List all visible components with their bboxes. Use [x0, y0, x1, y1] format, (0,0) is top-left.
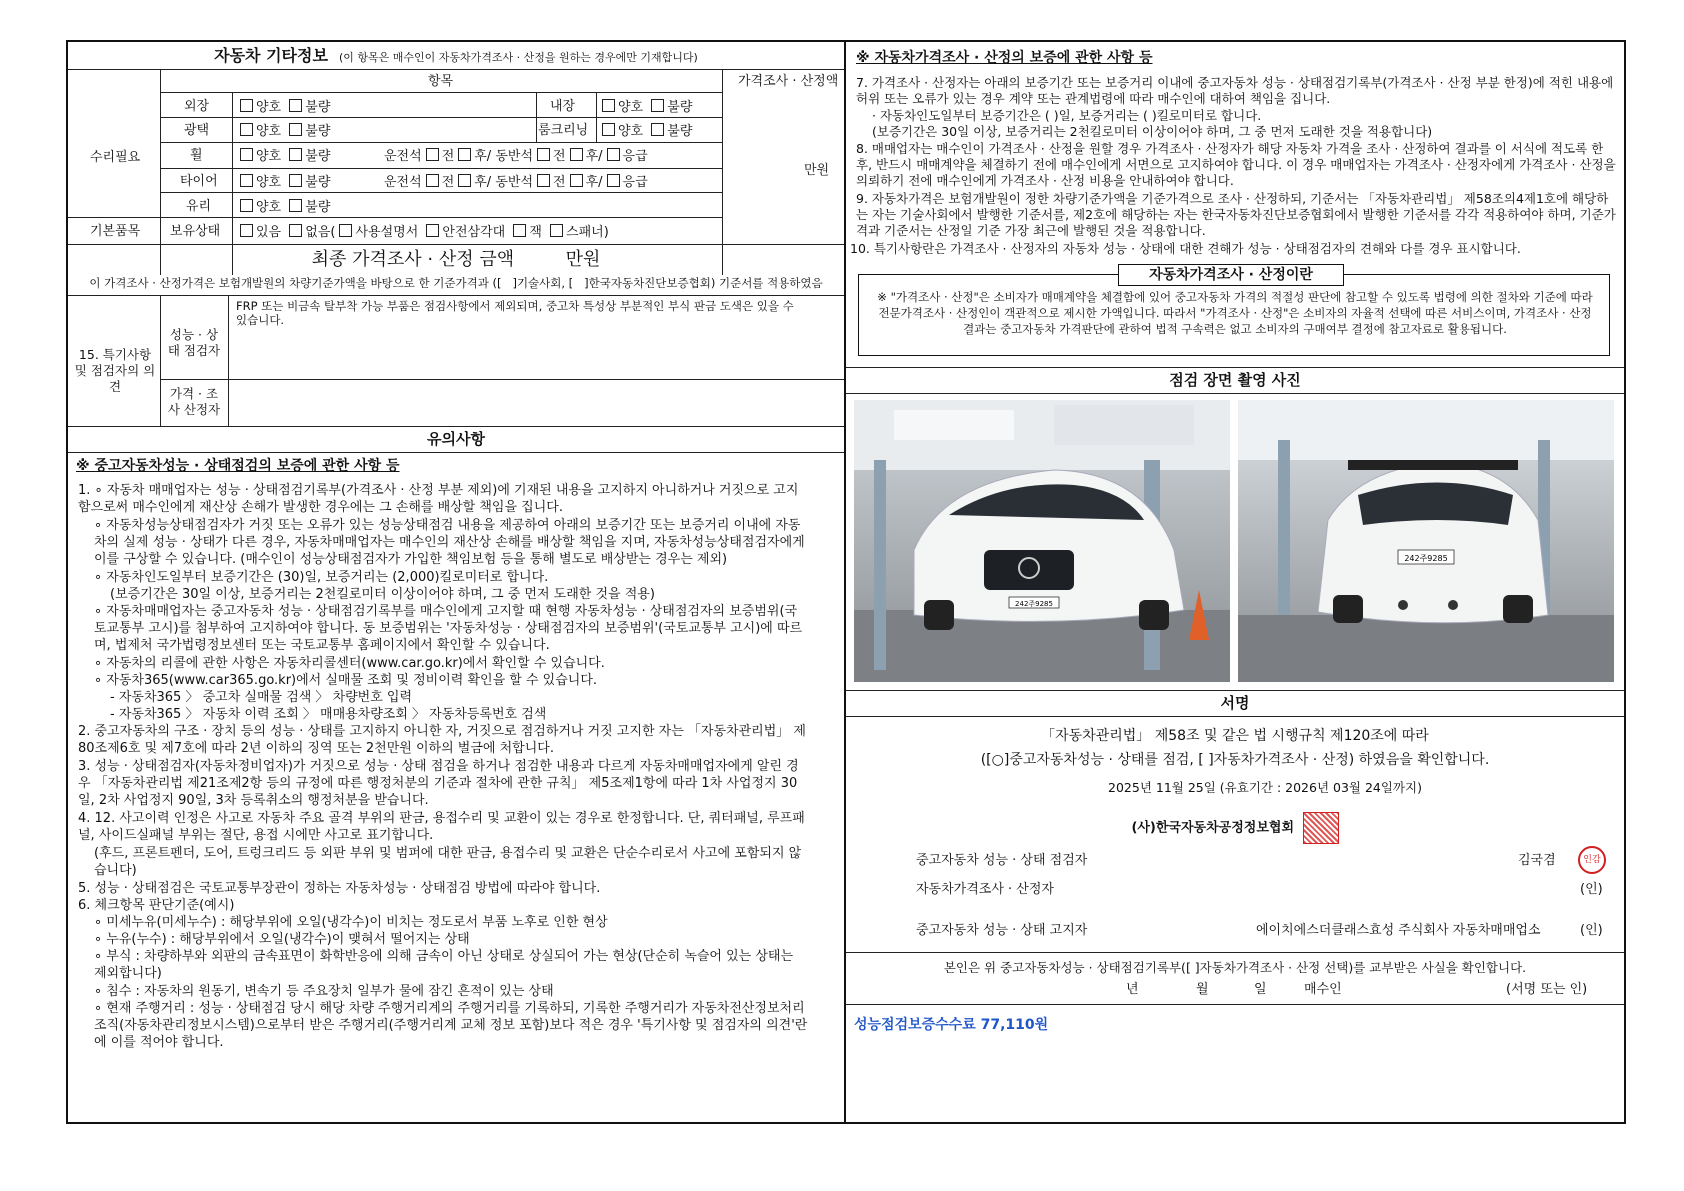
- triangle-checkbox[interactable]: [426, 224, 439, 237]
- price-p9: 9. 자동차가격은 보험개발원이 정한 차량기준가액을 기준가격으로 조사 · 산정하되, 기준서는 「자동차관리법」 제58조의4제1호에 해당하는 자는 기술사회에서 발행한 기준서를, 제2호에 해당하는 자는 한국자동차진단보증협회에서 발행한 기준서를 각각 적용하여야 하며, 기준가격과 기준서는 산정일 기준 가장 최근에 발행된 것을 적용합니다.: [856, 191, 1616, 238]
- caution-p3: ∘ 자동차인도일부터 보증기간은 (30)일, 보증거리는 (2,000)킬로미터로 합니다.: [94, 570, 549, 585]
- caution-p12: ∘ 미세누유(미세누수) : 해당부위에 오일(냉각수)이 비치는 정도로서 부품 노후로 인한 현상: [94, 915, 608, 930]
- signature-name3: 에이치에스더클래스효성 주식회사 자동차매매업소: [1256, 923, 1541, 938]
- row-roomcleaning: 룸크리닝: [538, 123, 589, 138]
- wheel-driver-rear-checkbox[interactable]: [458, 148, 471, 161]
- tire-bad-checkbox[interactable]: [289, 174, 302, 187]
- rear-plate-text: 242주9285: [1404, 554, 1448, 563]
- caution-p15: ∘ 침수 : 자동차의 원동기, 변속기 등 주요장치 일부가 물에 잠긴 흔적이 있는 상태: [94, 984, 554, 999]
- caution-p7: 2. 중고자동차의 구조 · 장치 등의 성능 · 상태를 고지하지 아니한 자, 거짓으로 점검하거나 거짓 고지한 자는 「자동차관리법」 제80조제6호 및 제7호에 따라 2년 이하의 징역 또는 2천만원 이하의 벌금에 처합니다.: [78, 724, 806, 756]
- price-guarantee-heading: ※ 자동차가격조사 · 산정의 보증에 관한 사항 등: [856, 50, 1153, 66]
- caution-p6b: - 자동차365 〉 자동차 이력 조회 〉 매매용차량조회 〉 자동차등록번호 검색: [110, 707, 547, 722]
- roomcleaning-bad-checkbox[interactable]: [651, 123, 664, 136]
- caution-p9b: (후드, 프론트펜더, 도어, 트렁크리드 등 외판 부위 및 범퍼에 대한 판금, 용접수리 및 교환은 단순수리로서 사고에 포함되지 않습니다): [94, 846, 802, 878]
- inspection-photo-front: [854, 400, 1230, 682]
- glass-good-checkbox[interactable]: [240, 199, 253, 212]
- gloss-good-checkbox[interactable]: [240, 123, 253, 136]
- row-interior: 내장: [550, 99, 576, 114]
- caution-p11: 6. 체크항목 판단기준(예시): [78, 898, 235, 913]
- signature-role1: 중고자동차 성능 · 상태 점검자: [916, 853, 1088, 868]
- wheel-position-options[interactable]: 운전석 전 후/ 동반석 전 후/ 응급: [384, 149, 648, 164]
- tire-position-options[interactable]: 운전석 전 후/ 동반석 전 후/ 응급: [384, 175, 648, 190]
- final-price-desc: 이 가격조사 · 산정가격은 보험개발원의 차량기준가액을 바탕으로 한 기준가격과 ([ ]기술사회, [ ]한국자동차진단보증협회) 기준서를 적용하였음: [89, 276, 823, 290]
- tire-good-checkbox[interactable]: [240, 174, 253, 187]
- car-rear-illustration: [1238, 400, 1614, 682]
- price-p7b: · 자동차인도일부터 보증기간은 ( )일, 보증거리는 ( )킬로미터로 합니다.: [872, 108, 1262, 123]
- col-item-header: 항목: [428, 74, 454, 89]
- tire-driver-front-checkbox[interactable]: [426, 174, 439, 187]
- other-info-subtitle: (이 항목은 매수인이 자동차가격조사 · 산정을 원하는 경우에만 기재합니다): [339, 51, 698, 64]
- caution-p5: ∘ 자동차의 리콜에 관한 사항은 자동차리콜센터(www.car.go.kr)에서 확인할 수 있습니다.: [94, 656, 605, 671]
- caution-p6: ∘ 자동차365(www.car365.go.kr)에서 실매물 조회 및 정비이력 확인을 할 수 있습니다.: [94, 673, 598, 688]
- exterior-bad-checkbox[interactable]: [289, 99, 302, 112]
- guarantee-fee: 성능점검보증수수료 77,110원: [854, 1017, 1049, 1033]
- final-price-line: [68, 248, 844, 272]
- receipt-day: 일: [1254, 982, 1267, 997]
- owned-have-checkbox[interactable]: [240, 224, 253, 237]
- appraiser-label: 가격 · 조사 산정자: [167, 386, 221, 417]
- gloss-options[interactable]: 양호 불량: [236, 123, 330, 140]
- caution-p8: 3. 성능 · 상태점검자(자동차정비업자)가 거짓으로 성능 · 상태 점검을 하거나 점검한 내용과 다르게 자동차매매업자에게 알린 경우 「자동차관리법 제21조제2항 등의 규정에 따른 행정처분의 기준과 절차에 관한 규칙」 제5조제1항에 따라 1차 사업정지 30일, 2차 사업정지 90일, 3차 등록취소의 행정처분을 받습니다.: [78, 759, 799, 808]
- wheel-options[interactable]: 양호 불량: [236, 148, 330, 165]
- exterior-good-checkbox[interactable]: [240, 99, 253, 112]
- receipt-buyer-sign: (서명 또는 인): [1506, 982, 1588, 997]
- receipt-month: 월: [1196, 982, 1209, 997]
- caution-p14: ∘ 부식 : 차량하부와 외판의 금속표면이 화학반응에 의해 금속이 아닌 상태로 상실되어 가는 현상(단순히 녹슬어 있는 상태는 제외합니다): [94, 949, 794, 981]
- glass-options[interactable]: 양호 불량: [236, 199, 330, 216]
- signature-role3: 중고자동차 성능 · 상태 고지자: [916, 923, 1088, 938]
- org-seal-icon: [1303, 812, 1339, 844]
- caution-title: 유의사항: [427, 430, 485, 448]
- basic-items-label: 기본품목: [90, 224, 141, 239]
- appraisal-definition-box: [858, 274, 1610, 356]
- row-owned: 보유상태: [170, 224, 221, 239]
- caution-p9: 4. 12. 사고이력 인정은 사고로 자동차 주요 골격 부위의 판금, 용접수리 및 교환이 있는 경우로 한정합니다. 단, 쿼터패널, 루프패널, 사이드실패널 부위는 절단, 용접 시에만 사고로 표기합니다.: [78, 811, 805, 843]
- signature-line1: 「자동차관리법」 제58조 및 같은 법 시행규칙 제120조에 따라: [1041, 728, 1429, 744]
- signature-org-name: (사)한국자동차공정정보협회: [1131, 820, 1295, 836]
- caution-p10: 5. 성능 · 상태점검은 국토교통부장관이 정하는 자동차성능 · 상태점검 방법에 따라야 합니다.: [78, 881, 601, 896]
- inspection-photo-rear: [1238, 400, 1614, 682]
- final-price-unit: 만원: [565, 249, 601, 270]
- inspector-label: 성능 · 상태 점검자: [167, 327, 221, 358]
- tire-options[interactable]: 양호 불량: [236, 174, 330, 191]
- front-plate-text: 242주9285: [1015, 600, 1053, 608]
- caution-p6a: - 자동차365 〉 중고차 실매물 검색 〉 차량번호 입력: [110, 690, 413, 705]
- left-column: [68, 42, 846, 1122]
- gloss-bad-checkbox[interactable]: [289, 123, 302, 136]
- wheel-passenger-rear-checkbox[interactable]: [570, 148, 583, 161]
- caution-p4: ∘ 자동차매매업자는 중고자동차 성능 · 상태점검기록부를 매수인에게 고지할 때 현행 자동차성능 · 상태점검자의 보증범위(국토교통부 고시)를 첨부하여 고지하여야 합니다. 동 보증범위는 '자동차성능 · 상태점검자의 보증범위'(국토교통부 고시)에 따르며, 법제처 국가법령정보센터 또는 국토교통부 홈페이지에서 확인할 수 있습니다.: [94, 604, 803, 653]
- row-glass: 유리: [186, 199, 212, 214]
- interior-options[interactable]: 양호 불량: [598, 99, 692, 116]
- car-front-illustration: [854, 400, 1230, 682]
- caution-p2: ∘ 자동차성능상태점검자가 거짓 또는 오류가 있는 성능상태점검 내용을 제공하여 아래의 보증기간 또는 보증거리 이내에 자동차의 실제 성능 · 상태가 다른 경우, 자동차매매업자는 매수인의 재산상 손해를 배상할 책임을 지며, 자동차성능상태점검자에게 이를 구상할 수 있습니다. (매수인이 성능상태점검자가 가입한 책임보험 등을 통해 별도로 배상받는 경우는 제외): [94, 518, 805, 567]
- receipt-year: 년: [1126, 982, 1139, 997]
- signature-seal3: (인): [1580, 923, 1603, 938]
- appraisal-definition-text: ※ "가격조사 · 산정"은 소비자가 매매계약을 체결함에 있어 중고자동차 가격의 적절성 판단에 참고할 수 있도록 법령에 의한 절차와 기준에 따라 전문가격조사 · 산정인이 객관적으로 제시한 가액입니다. 따라서 "가격조사 · 산정"은 소비자의 자율적 선택에 따른 서비스이며, 가격조사 · 산정 결과는 중고자동차 가격판단에 관하여 법적 구속력은 없고 소비자의 구매여부 결정에 참고자료로 활용됩니다.: [877, 290, 1593, 336]
- caution-p16: ∘ 현재 주행거리 : 성능 · 상태점검 당시 해당 차량 주행거리계의 주행거리를 기록하되, 기록한 주행거리가 자동차전산정보처리조직(자동차관리정보시스템)으로부터 받은 주행거리(주행거리계 교체 정보 포함)보다 적은 경우 '특기사항 및 점검자의 의견'란에 이를 적어야 합니다.: [94, 1001, 808, 1050]
- price-p7c: (보증기간은 30일 이상, 보증거리는 2천킬로미터 이상이어야 하며, 그 중 먼저 도래한 것을 적용합니다): [872, 124, 1433, 139]
- signature-name1: 김국겸: [1518, 853, 1556, 868]
- interior-bad-checkbox[interactable]: [651, 99, 664, 112]
- repair-label: 수리필요: [90, 150, 141, 165]
- spanner-checkbox[interactable]: [550, 224, 563, 237]
- tire-passenger-front-checkbox[interactable]: [537, 174, 550, 187]
- photos-title: 점검 장면 촬영 사진: [1169, 371, 1301, 389]
- other-info-header: [68, 42, 844, 69]
- jack-checkbox[interactable]: [513, 224, 526, 237]
- appraisal-definition-title: 자동차가격조사 · 산정이란: [1118, 264, 1344, 286]
- receipt-text: 본인은 위 중고자동차성능 · 상태점검기록부([ ]자동차가격조사 · 산정 선택)를 교부받은 사실을 확인합니다.: [943, 960, 1527, 975]
- price-p10: 10. 특기사항란은 가격조사 · 산정자의 자동차 성능 · 상태에 대한 견해가 성능 · 상태점검자의 견해와 다를 경우 표시합니다.: [850, 241, 1521, 256]
- col-price-header: 가격조사 · 산정액: [738, 74, 839, 89]
- signature-line2: ([○]중고자동차성능 · 상태를 점검, [ ]자동차가격조사 · 산정) 하였음을 확인합니다.: [980, 752, 1490, 768]
- tire-passenger-rear-checkbox[interactable]: [570, 174, 583, 187]
- caution-heading: ※ 중고자동차성능 · 상태점검의 보증에 관한 사항 등: [76, 458, 400, 474]
- signature-seal2: (인): [1580, 882, 1603, 897]
- row-exterior: 외장: [184, 99, 210, 114]
- exterior-options[interactable]: 양호 불량: [236, 99, 330, 116]
- wheel-emergency-checkbox[interactable]: [607, 148, 620, 161]
- signature-org: [846, 812, 1624, 844]
- wheel-bad-checkbox[interactable]: [289, 148, 302, 161]
- owned-options[interactable]: 있음 없음( 사용설명서 안전삼각대 잭 스패너): [236, 224, 609, 241]
- roomcleaning-options[interactable]: 양호 불량: [598, 123, 692, 140]
- caution-p13: ∘ 누유(누수) : 해당부위에서 오일(냉각수)이 맺혀서 떨어지는 상태: [94, 932, 470, 947]
- interior-good-checkbox[interactable]: [602, 99, 615, 112]
- row-wheel: 휠: [190, 148, 203, 163]
- roomcleaning-good-checkbox[interactable]: [602, 123, 615, 136]
- signature-date: 2025년 11월 25일 (유효기간 : 2026년 03월 24일까지): [1108, 780, 1422, 795]
- signature-title: 서명: [1220, 694, 1250, 712]
- other-info-title: 자동차 기타정보: [214, 46, 328, 65]
- row-tire: 타이어: [180, 174, 218, 189]
- row-gloss: 광택: [184, 123, 210, 138]
- manual-checkbox[interactable]: [339, 224, 352, 237]
- remarks-label: 15. 특기사항 및 점검자의 의견: [74, 347, 156, 394]
- tire-emergency-checkbox[interactable]: [607, 174, 620, 187]
- price-p8: 8. 매매업자는 매수인이 가격조사 · 산정을 원할 경우 가격조사 · 산정자가 해당 자동차 가격을 조사 · 산정하여 결과를 이 서식에 적도록 한 후, 반드시 매매계약을 체결하기 전에 매수인에게 서면으로 고지하여야 합니다. 이 경우 매매업자는 가격조사 · 산정자에게 가격조사 · 산정을 의뢰하기 전에 매수인에게 가격조사 · 산정 비용을 안내하여야 합니다.: [856, 141, 1616, 188]
- glass-bad-checkbox[interactable]: [289, 199, 302, 212]
- price-p7: 7. 가격조사 · 산정자는 아래의 보증기간 또는 보증거리 이내에 중고자동차 성능 · 상태점검기록부(가격조사 · 산정 부분 한정)에 적힌 내용에 허위 또는 오류가 있는 경우 계약 또는 관계법령에 따라 매수인에 대하여 책임을 집니다.: [856, 75, 1614, 106]
- receipt-buyer: 매수인: [1304, 982, 1342, 997]
- wheel-good-checkbox[interactable]: [240, 148, 253, 161]
- inspection-record-page: [66, 40, 1626, 1124]
- price-unit-won: 만원: [804, 163, 830, 178]
- owned-none-checkbox[interactable]: [289, 224, 302, 237]
- caution-p1: 1. ∘ 자동차 매매업자는 성능 · 상태점검기록부(가격조사 · 산정 부분 제외)에 기재된 내용을 고지하지 아니하거나 거짓으로 고지함으로써 매수인에게 재산상 손해가 발생한 경우에는 그 손해를 배상할 책임을 집니다.: [78, 483, 799, 515]
- final-price-title: 최종 가격조사 · 산정 금액: [311, 249, 515, 270]
- tire-driver-rear-checkbox[interactable]: [458, 174, 471, 187]
- inspector-remark: FRP 또는 비금속 탈부착 가능 부품은 점검사항에서 제외되며, 중고차 특성상 부분적인 부식 판금 도색은 있을 수 있습니다.: [236, 299, 794, 327]
- wheel-driver-front-checkbox[interactable]: [426, 148, 439, 161]
- right-column: [846, 42, 1624, 1122]
- inspector-seal-icon: 인감: [1578, 846, 1606, 874]
- signature-role2: 자동차가격조사 · 산정자: [916, 882, 1054, 897]
- caution-p3b: (보증기간은 30일 이상, 보증거리는 2천킬로미터 이상이어야 하며, 그 중 먼저 도래한 것을 적용): [110, 587, 655, 602]
- wheel-passenger-front-checkbox[interactable]: [537, 148, 550, 161]
